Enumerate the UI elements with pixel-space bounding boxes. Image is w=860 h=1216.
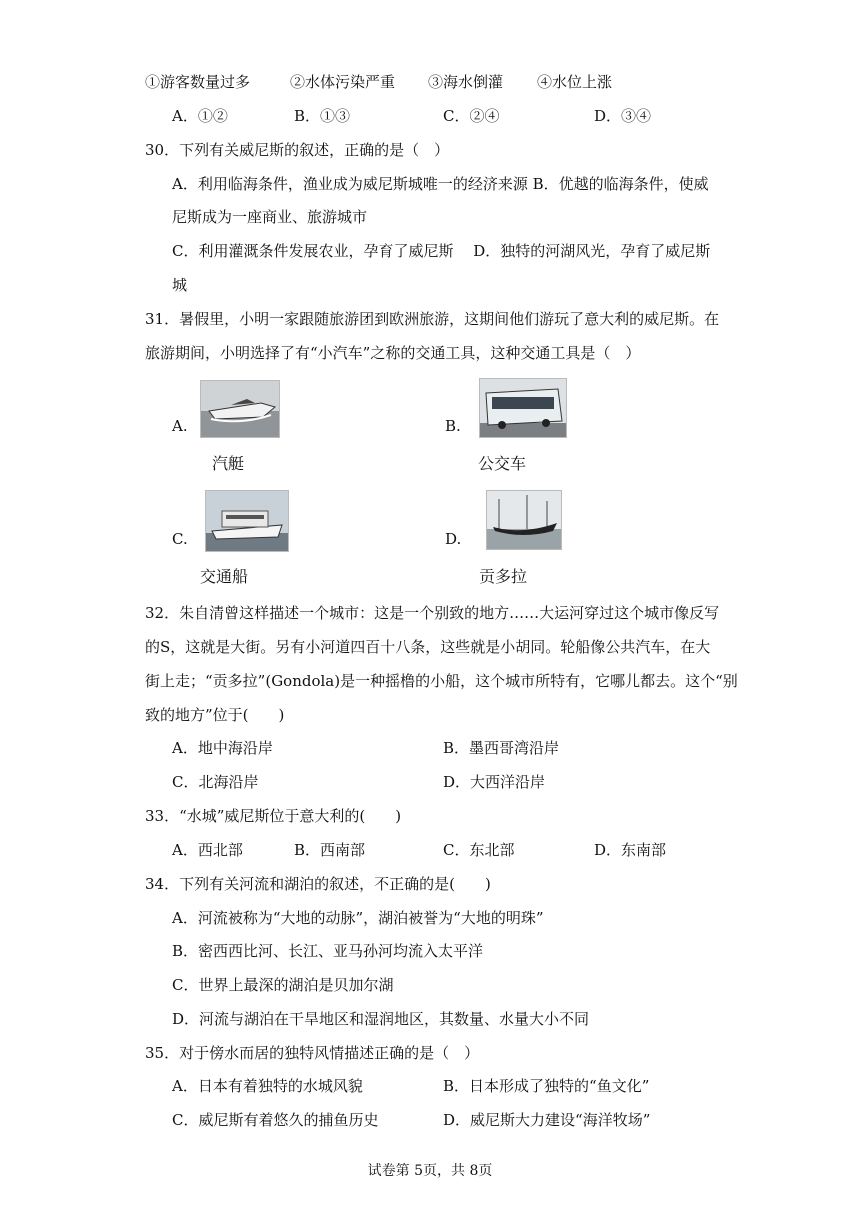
speedboat-icon (201, 381, 279, 437)
bus-icon (480, 379, 566, 437)
option-c[interactable]: C．东北部 (443, 841, 515, 859)
speedboat-photo[interactable] (200, 380, 280, 438)
q31-option-d-caption: 贡多拉 (479, 567, 528, 586)
option-d[interactable]: D．东南部 (594, 841, 667, 859)
gondola-photo[interactable] (486, 490, 562, 550)
item-1: ①游客数量过多 (145, 73, 251, 91)
option-d[interactable]: D．③④ (594, 107, 652, 125)
q32-stem-1: 32．朱自清曾这样描述一个城市：这是一个别致的地方……大运河穿过这个城市像反写 (145, 604, 720, 622)
q31-option-a-letter[interactable]: A. (172, 417, 188, 435)
q30-line-3[interactable]: C．利用灌溉条件发展农业，孕育了威尼斯 D．独特的河湖风光，孕育了威尼斯 (172, 242, 711, 260)
bus-photo[interactable] (479, 378, 567, 438)
q31-option-b-letter[interactable]: B. (445, 417, 461, 435)
option-a[interactable]: A．日本有着独特的水城风貌 (172, 1077, 363, 1095)
option-d[interactable]: D．河流与湖泊在干旱地区和湿润地区，其数量、水量大小不同 (172, 1010, 590, 1028)
q32-stem-2: 的S，这就是大街。另有小河道四百十八条，这些就是小胡同。轮船像公共汽车，在大 (145, 638, 711, 656)
option-b[interactable]: B．西南部 (294, 841, 366, 859)
q31-option-d-letter[interactable]: D. (445, 530, 462, 548)
ferry-photo[interactable] (205, 490, 289, 552)
q33-stem: 33．“水城”威尼斯位于意大利的( ) (145, 807, 402, 825)
page-footer: 试卷第 5页，共 8页 (367, 1163, 493, 1179)
option-c[interactable]: C．世界上最深的湖泊是贝加尔湖 (172, 976, 394, 994)
q31-stem-2: 旅游期间，小明选择了有“小汽车”之称的交通工具，这种交通工具是（ ） (145, 344, 641, 362)
option-a[interactable]: A．地中海沿岸 (172, 739, 273, 757)
item-4: ④水位上涨 (537, 73, 613, 91)
ferry-icon (206, 491, 288, 551)
q30-stem: 30．下列有关威尼斯的叙述，正确的是（ ） (145, 141, 450, 159)
option-b[interactable]: B．密西西比河、长江、亚马孙河均流入太平洋 (172, 942, 484, 960)
option-b[interactable]: B．日本形成了独特的“鱼文化” (443, 1077, 650, 1095)
q31-option-c-caption: 交通船 (200, 567, 249, 586)
item-3: ③海水倒灌 (428, 73, 504, 91)
option-a[interactable]: A．①② (172, 107, 228, 125)
q31-stem-1: 31．暑假里，小明一家跟随旅游团到欧洲旅游，这期间他们游玩了意大利的威尼斯。在 (145, 310, 720, 328)
q32-stem-4: 致的地方”位于( ) (145, 706, 285, 724)
q31-option-c-letter[interactable]: C. (172, 530, 188, 548)
q31-option-b-caption: 公交车 (478, 454, 527, 473)
option-a[interactable]: A．西北部 (172, 841, 243, 859)
option-b[interactable]: B．①③ (294, 107, 351, 125)
option-d[interactable]: D．威尼斯大力建设“海洋牧场” (443, 1111, 651, 1129)
item-2: ②水体污染严重 (290, 73, 396, 91)
gondola-icon (487, 491, 561, 549)
option-c[interactable]: C．北海沿岸 (172, 773, 259, 791)
option-d[interactable]: D．大西洋沿岸 (443, 773, 546, 791)
q30-line-1[interactable]: A．利用临海条件，渔业成为威尼斯城唯一的经济来源 B．优越的临海条件，使威 (172, 175, 709, 193)
q31-option-a-caption: 汽艇 (212, 454, 245, 473)
q30-line-2[interactable]: 尼斯成为一座商业、旅游城市 (172, 208, 368, 226)
option-a[interactable]: A．河流被称为“大地的动脉”，湖泊被誉为“大地的明珠” (172, 909, 544, 927)
option-c[interactable]: C．②④ (443, 107, 500, 125)
option-b[interactable]: B．墨西哥湾沿岸 (443, 739, 560, 757)
q32-stem-3: 街上走；“贡多拉”(Gondola)是一种摇橹的小船，这个城市所特有，它哪儿都去。这个“别 (145, 672, 738, 690)
q35-stem: 35．对于傍水而居的独特风情描述正确的是（ ） (145, 1044, 480, 1062)
q30-line-4[interactable]: 城 (172, 276, 188, 294)
option-c[interactable]: C．威尼斯有着悠久的捕鱼历史 (172, 1111, 379, 1129)
q34-stem: 34．下列有关河流和湖泊的叙述，不正确的是( ) (145, 875, 491, 893)
